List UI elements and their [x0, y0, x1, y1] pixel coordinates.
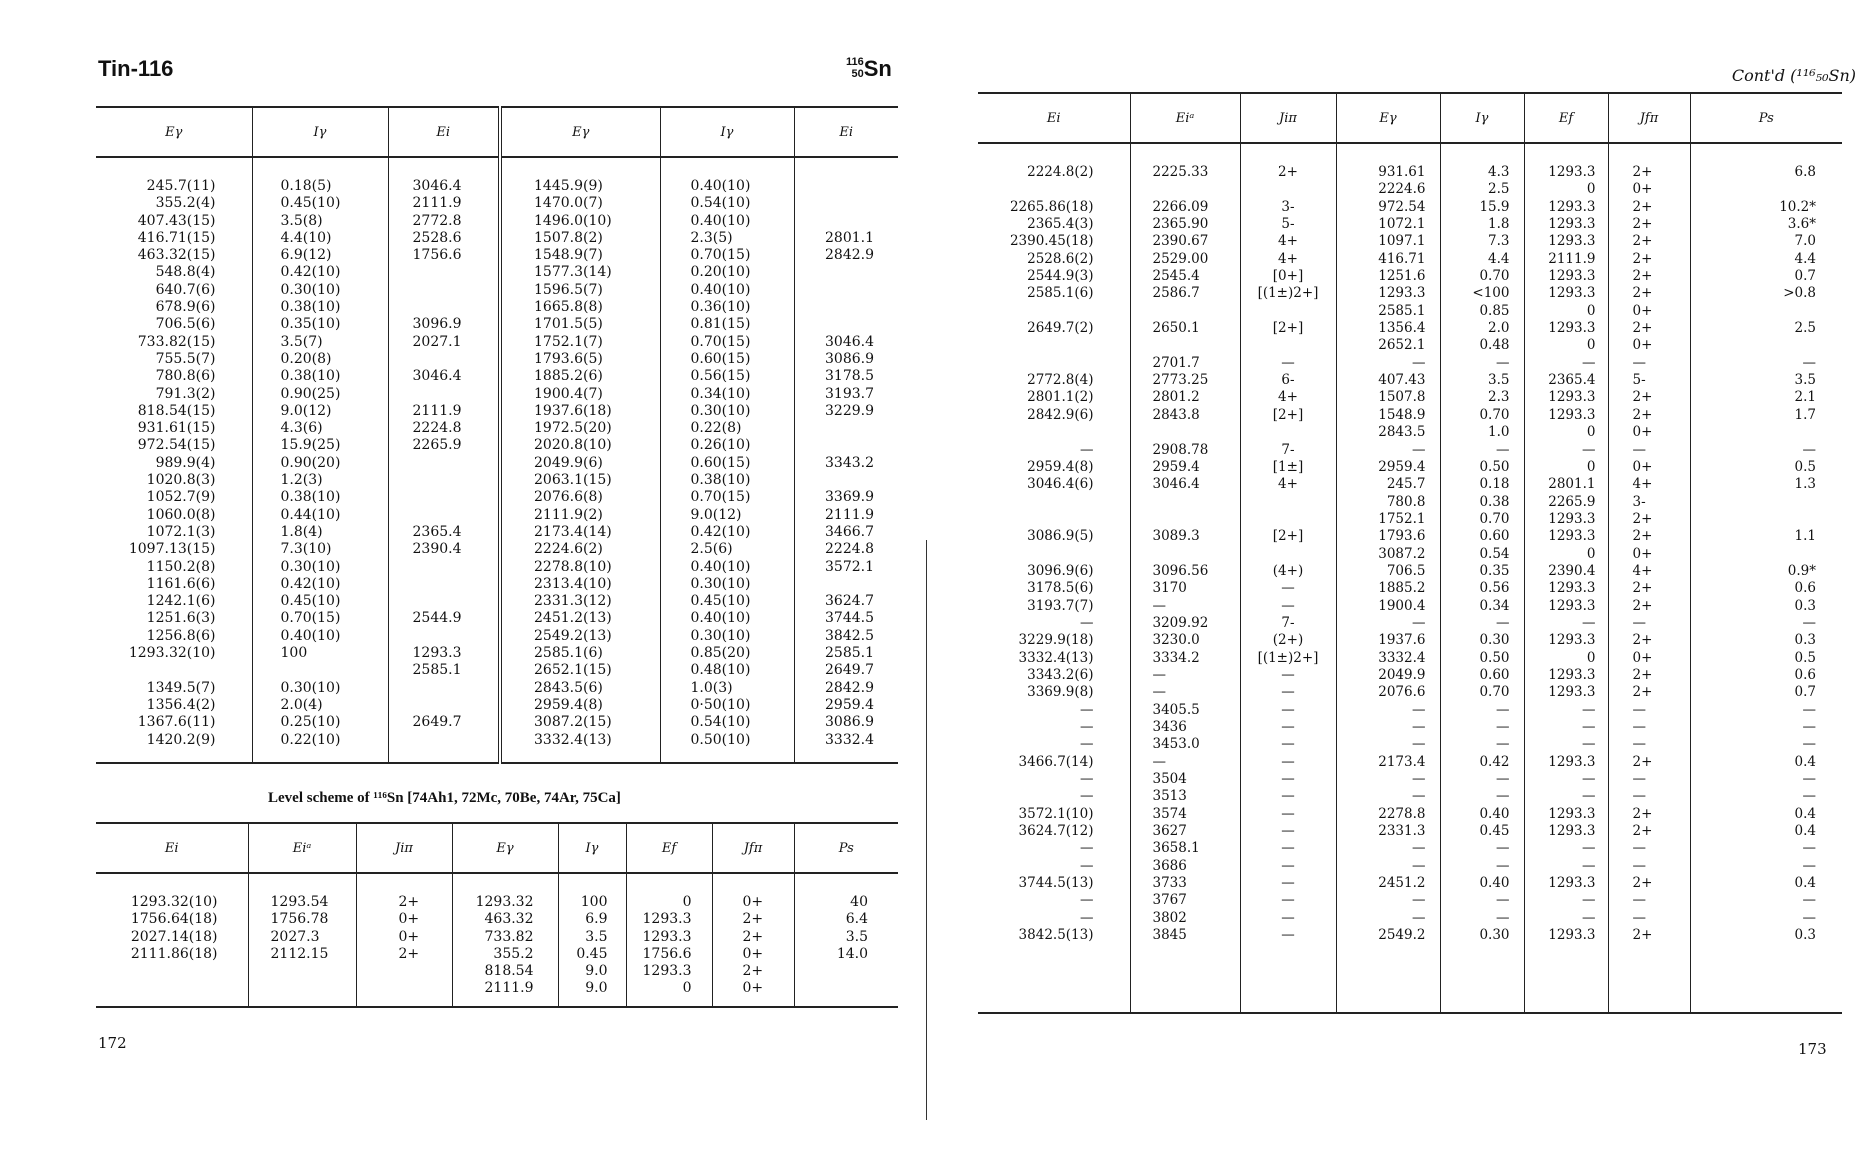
- ei-column: 1293.32(10) 1756.64(18) 2027.14(18) 2111.86(18): [130, 894, 218, 962]
- header-ei: Ei: [1046, 110, 1061, 126]
- nuclide-symbol: [846, 56, 892, 82]
- header-ps: Ps: [794, 823, 898, 873]
- nuclide-mass: 116: [846, 56, 864, 68]
- header-i-gamma: Iγ: [252, 107, 388, 157]
- header-ef: Ef: [1524, 93, 1608, 143]
- ji-column: 2+ 0+ 0+ 2+: [356, 873, 452, 1007]
- header-ef: Ef: [626, 823, 712, 873]
- nuclide-z: 50: [851, 68, 864, 80]
- header-eg: Eγ: [452, 823, 558, 873]
- nuclide-element: Sn: [863, 56, 892, 81]
- header-ji: Jiπ: [356, 823, 452, 873]
- jf-column: 2+ 0+ 2+ 2+ 2+ 2+ 2+ 2+ 0+ 2+ 0+ — 5- 2+ 2+ 0+ — 0+ 4+ 3- 2+ 2+ 0+ 4+ 2+ 2+ — 2+ 0+ 2+ 2+ — — — 2+ — — 2+ 2+ — — 2+ — — 2+: [1608, 143, 1690, 1013]
- level-scheme-caption: Level scheme of ¹¹⁶Sn [74Ah1, 72Mc, 70Be, 74Ar, 75Ca]: [268, 790, 621, 806]
- page-number: 172: [98, 1034, 127, 1052]
- header-ps: Ps: [1690, 93, 1842, 143]
- level-energy-column-2: 2801.1 2842.9 3046.4 3086.9 3178.5 3193.7 3229.9 3343.2 3369.9 2111.9 3466.7 2224.8 3572.1 3624.7 3744.5 3842.5 2585.1 2649.7 2842.9 2959.4 3086.9 3332.4: [794, 157, 898, 763]
- ef-column: 1293.3 0 1293.3 1293.3 1293.3 2111.9 1293.3 1293.3 0 1293.3 0 — 2365.4 1293.3 1293.3 0 — 0 2801.1 2265.9 1293.3 1293.3 0 2390.4 1293.3 1293.3 — 1293.3 0 1293.3 1293.3 — — — 1293.3 — — 1293.3 1293.3 — — 1293.3 — — 1293.3: [1524, 143, 1608, 1013]
- eg-column: 1293.32 463.32 733.82 355.2 818.54 2111.9: [452, 873, 558, 1007]
- continued-level-table: [978, 92, 1842, 1014]
- header-ei: Ei: [164, 840, 179, 856]
- header-ei-a: Eiᵃ: [248, 823, 356, 873]
- gamma-energy-column: 245.7(11) 355.2(4) 407.43(15) 416.71(15) 463.32(15) 548.8(4) 640.7(6) 678.9(6) 706.5(6) 733.82(15) 755.5(7) 780.8(6) 791.3(2) 818.54(15) 931.61(15) 972.54(15) 989.9(4) 1020.8(3) 1052.7(9) 1060.0(8) 1072.1(3) 1097.13(15) 1150.2(8) 1161.6(6) 1242.1(6) 1251.6(3) 1256.8(6) 1293.32(10) 1349.5(7) 1356.4(2) 1367.6(11) 1420.2(9): [128, 178, 216, 748]
- ig-column: 100 6.9 3.5 0.45 9.0 9.0: [558, 873, 626, 1007]
- eg-column: 931.61 2224.6 972.54 1072.1 1097.1 416.71 1251.6 1293.3 2585.1 1356.4 2652.1 — 407.43 1507.8 1548.9 2843.5 — 2959.4 245.7 780.8 1752.1 1793.6 3087.2 706.5 1885.2 1900.4 — 1937.6 3332.4 2049.9 2076.6 — — — 2173.4 — — 2278.8 2331.3 — — 2451.2 — — 2549.2: [1336, 143, 1440, 1013]
- ef-column: 0 1293.3 1293.3 1756.6 1293.3 0: [626, 873, 712, 1007]
- header-ig: Iγ: [1440, 93, 1524, 143]
- continued-header: Cont'd (¹¹⁶₅₀Sn): [1731, 66, 1856, 85]
- ei-a-column: 1293.54 1756.78 2027.3 2112.15: [248, 873, 356, 1007]
- ei-a-column: 2225.33 2266.09 2365.90 2390.67 2529.00 2545.4 2586.7 2650.1 2701.7 2773.25 2801.2 2843.8 2908.78 2959.4 3046.4 3089.3 3096.56 3170 — 3209.92 3230.0 3334.2 — — 3405.5 3436 3453.0 — 3504 3513 3574 3627 3658.1 3686 3733 3767 3802 3845: [1130, 143, 1240, 1013]
- right-page: [930, 0, 1872, 1152]
- header-ji: Jiπ: [1240, 93, 1336, 143]
- ps-column: 6.8 10.2* 3.6* 7.0 4.4 0.7 >0.8 2.5 — 3.5 2.1 1.7 — 0.5 1.3 1.1 0.9* 0.6 0.3 — 0.3 0.5 0.6 0.7 — — — 0.4 — — 0.4 0.4 — — 0.4 — — 0.3: [1690, 143, 1842, 1013]
- level-energy-column: 3046.4 2111.9 2772.8 2528.6 1756.6 3096.9 2027.1 3046.4 2111.9 2224.8 2265.9 2365.4 2390.4 2544.9 1293.3 2585.1 2649.7: [388, 157, 500, 763]
- ig-column: 4.3 2.5 15.9 1.8 7.3 4.4 0.70 <100 0.85 2.0 0.48 — 3.5 2.3 0.70 1.0 — 0.50 0.18 0.38 0.70 0.60 0.54 0.35 0.56 0.34 — 0.30 0.50 0.60 0.70 — — — 0.42 — — 0.40 0.45 — — 0.40 — — 0.30: [1440, 143, 1524, 1013]
- header-jf: Jfπ: [1608, 93, 1690, 143]
- gamma-intensity-column-2: 0.40(10) 0.54(10) 0.40(10) 2.3(5) 0.70(15) 0.20(10) 0.40(10) 0.36(10) 0.81(15) 0.70(15) 0.60(15) 0.56(15) 0.34(10) 0.30(10) 0.22(8) 0.26(10) 0.60(15) 0.38(10) 0.70(15) 9.0(12) 0.42(10) 2.5(6) 0.40(10) 0.30(10) 0.45(10) 0.40(10) 0.30(10) 0.85(20) 0.48(10) 1.0(3) 0·50(10) 0.54(10) 0.50(10): [660, 157, 794, 763]
- gamma-energy-column-2: 1445.9(9) 1470.0(7) 1496.0(10) 1507.8(2) 1548.9(7) 1577.3(14) 1596.5(7) 1665.8(8) 1701.5(5) 1752.1(7) 1793.6(5) 1885.2(6) 1900.4(7) 1937.6(18) 1972.5(20) 2020.8(10) 2049.9(6) 2063.1(15) 2076.6(8) 2111.9(2) 2173.4(14) 2224.6(2) 2278.8(10) 2313.4(10) 2331.3(12) 2451.2(13) 2549.2(13) 2585.1(6) 2652.1(15) 2843.5(6) 2959.4(8) 3087.2(15) 3332.4(13): [500, 157, 660, 763]
- level-table: [96, 822, 898, 1008]
- ps-column: 40 6.4 3.5 14.0: [794, 873, 898, 1007]
- header-ei-a: Eiᵃ: [1130, 93, 1240, 143]
- jf-column: 0+ 2+ 2+ 0+ 2+ 0+: [712, 873, 794, 1007]
- page-title: Tin-116: [98, 56, 174, 81]
- left-page: [0, 0, 930, 1152]
- ji-column: 2+ 3- 5- 4+ 4+ [0+] [(1±)2+] [2+] — 6- 4+ [2+] 7- [1±] 4+ [2+] (4+) — — 7- (2+) [(1±)2+] — — — — — — — — — — — — — — — —: [1240, 143, 1336, 1013]
- header-ig: Iγ: [558, 823, 626, 873]
- header-e-i: Ei: [388, 107, 500, 157]
- header-e-gamma-2: Eγ: [500, 107, 660, 157]
- header-eg: Eγ: [1336, 93, 1440, 143]
- header-jf: Jfπ: [712, 823, 794, 873]
- header-i-gamma-2: Iγ: [660, 107, 794, 157]
- page-number: 173: [1798, 1040, 1827, 1058]
- gamma-intensity-column: 0.18(5) 0.45(10) 3.5(8) 4.4(10) 6.9(12) 0.42(10) 0.30(10) 0.38(10) 0.35(10) 3.5(7) 0.20(8) 0.38(10) 0.90(25) 9.0(12) 4.3(6) 15.9(25) 0.90(20) 1.2(3) 0.38(10) 0.44(10) 1.8(4) 7.3(10) 0.30(10) 0.42(10) 0.45(10) 0.70(15) 0.40(10) 100 0.30(10) 2.0(4) 0.25(10) 0.22(10): [252, 157, 388, 763]
- gamma-table: [96, 106, 898, 764]
- page-gutter: [926, 540, 927, 1120]
- header-e-i-2: Ei: [794, 107, 898, 157]
- ei-column: 2224.8(2) 2265.86(18) 2365.4(3) 2390.45(18) 2528.6(2) 2544.9(3) 2585.1(6) 2649.7(2) 2772.8(4) 2801.1(2) 2842.9(6) — 2959.4(8) 3046.4(6) 3086.9(5) 3096.9(6) 3178.5(6) 3193.7(7) — 3229.9(18) 3332.4(13) 3343.2(6) 3369.9(8) — — — 3466.7(14) — — 3572.1(10) 3624.7(12) — — 3744.5(13) — — 3842.5(13): [1009, 164, 1094, 944]
- header-e-gamma: Eγ: [165, 124, 183, 140]
